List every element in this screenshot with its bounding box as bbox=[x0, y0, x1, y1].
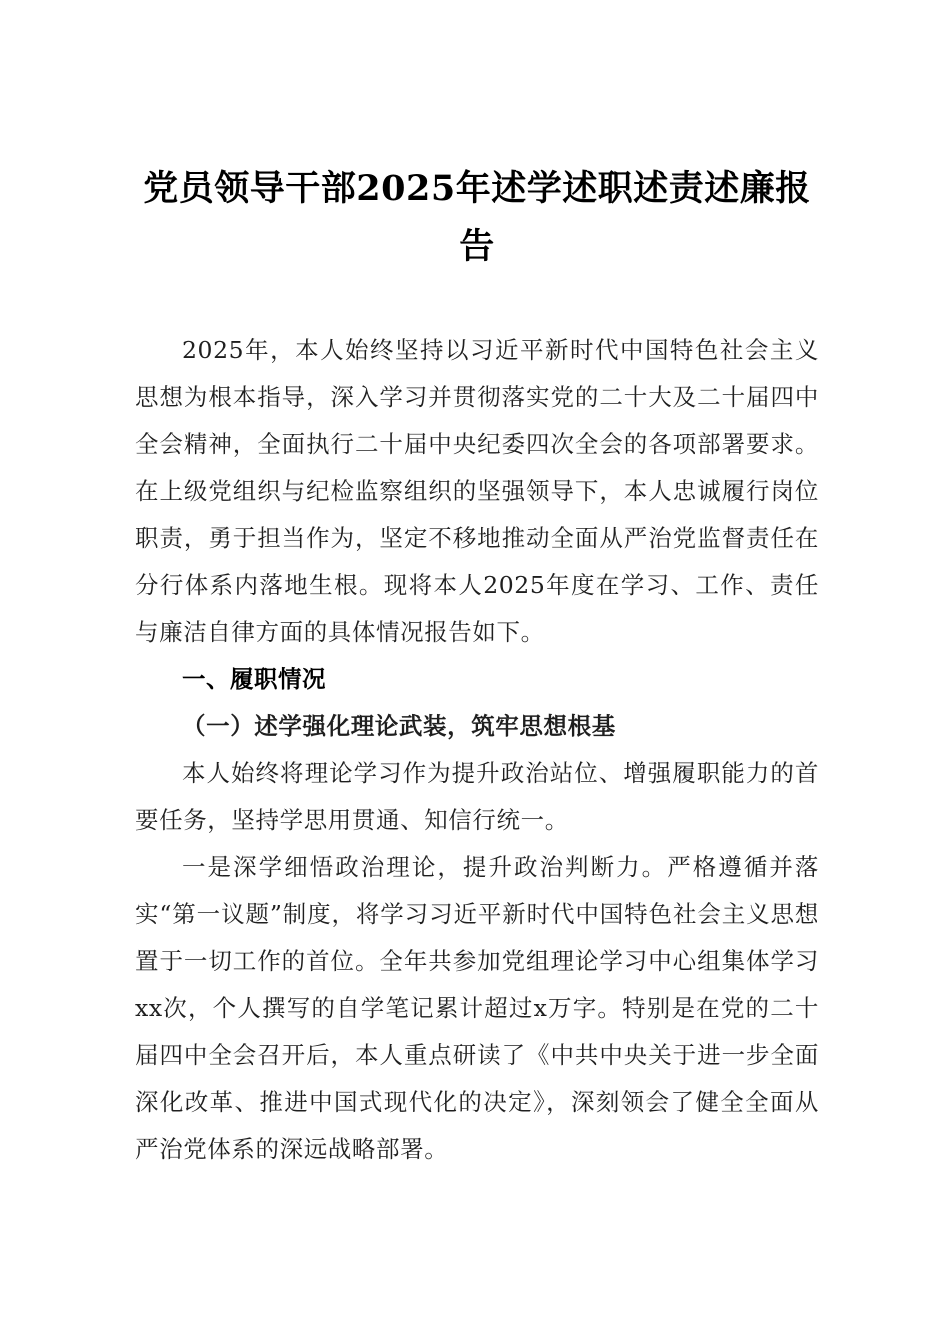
paragraph-theory-study-summary: 本人始终将理论学习作为提升政治站位、增强履职能力的首要任务，坚持学思用贯通、知信行统一。 bbox=[135, 759, 819, 834]
page-title: 党员领导干部2025年述学述职述责述廉报告 bbox=[143, 168, 811, 267]
paragraph-theory-study-detail: 一是深学细悟政治理论，提升政治判断力。严格遵循并落实“第一议题”制度，将学习习近平新时代中国特色社会主义思想置于一切工作的首位。全年共参加党组理论学习中心组集体学习xx次，个人撰写的自学笔记累计超过x万字。特别是在党的二十届四中全会召开后，本人重点研读了《中共中央关于进一步全面深化改革、推进中国式现代化的决定》，深刻领会了健全全面从严治党体系的深远战略部署。 bbox=[135, 853, 819, 1163]
document-content bbox=[135, 0, 819, 1173]
paragraph-intro: 2025年，本人始终坚持以习近平新时代中国特色社会主义思想为根本指导，深入学习并贯彻落实党的二十大及二十届四中全会精神，全面执行二十届中央纪委四次全会的各项部署要求。在上级党组织与纪检监察组织的坚强领导下，本人忠诚履行岗位职责，勇于担当作为，坚定不移地推动全面从严治党监督责任在分行体系内落地生根。现将本人2025年度在学习、工作、责任与廉洁自律方面的具体情况报告如下。 bbox=[135, 336, 819, 646]
section-heading-level-1: 一、履职情况 bbox=[182, 665, 326, 693]
section-heading-level-2: （一）述学强化理论武装，筑牢思想根基 bbox=[182, 712, 616, 740]
